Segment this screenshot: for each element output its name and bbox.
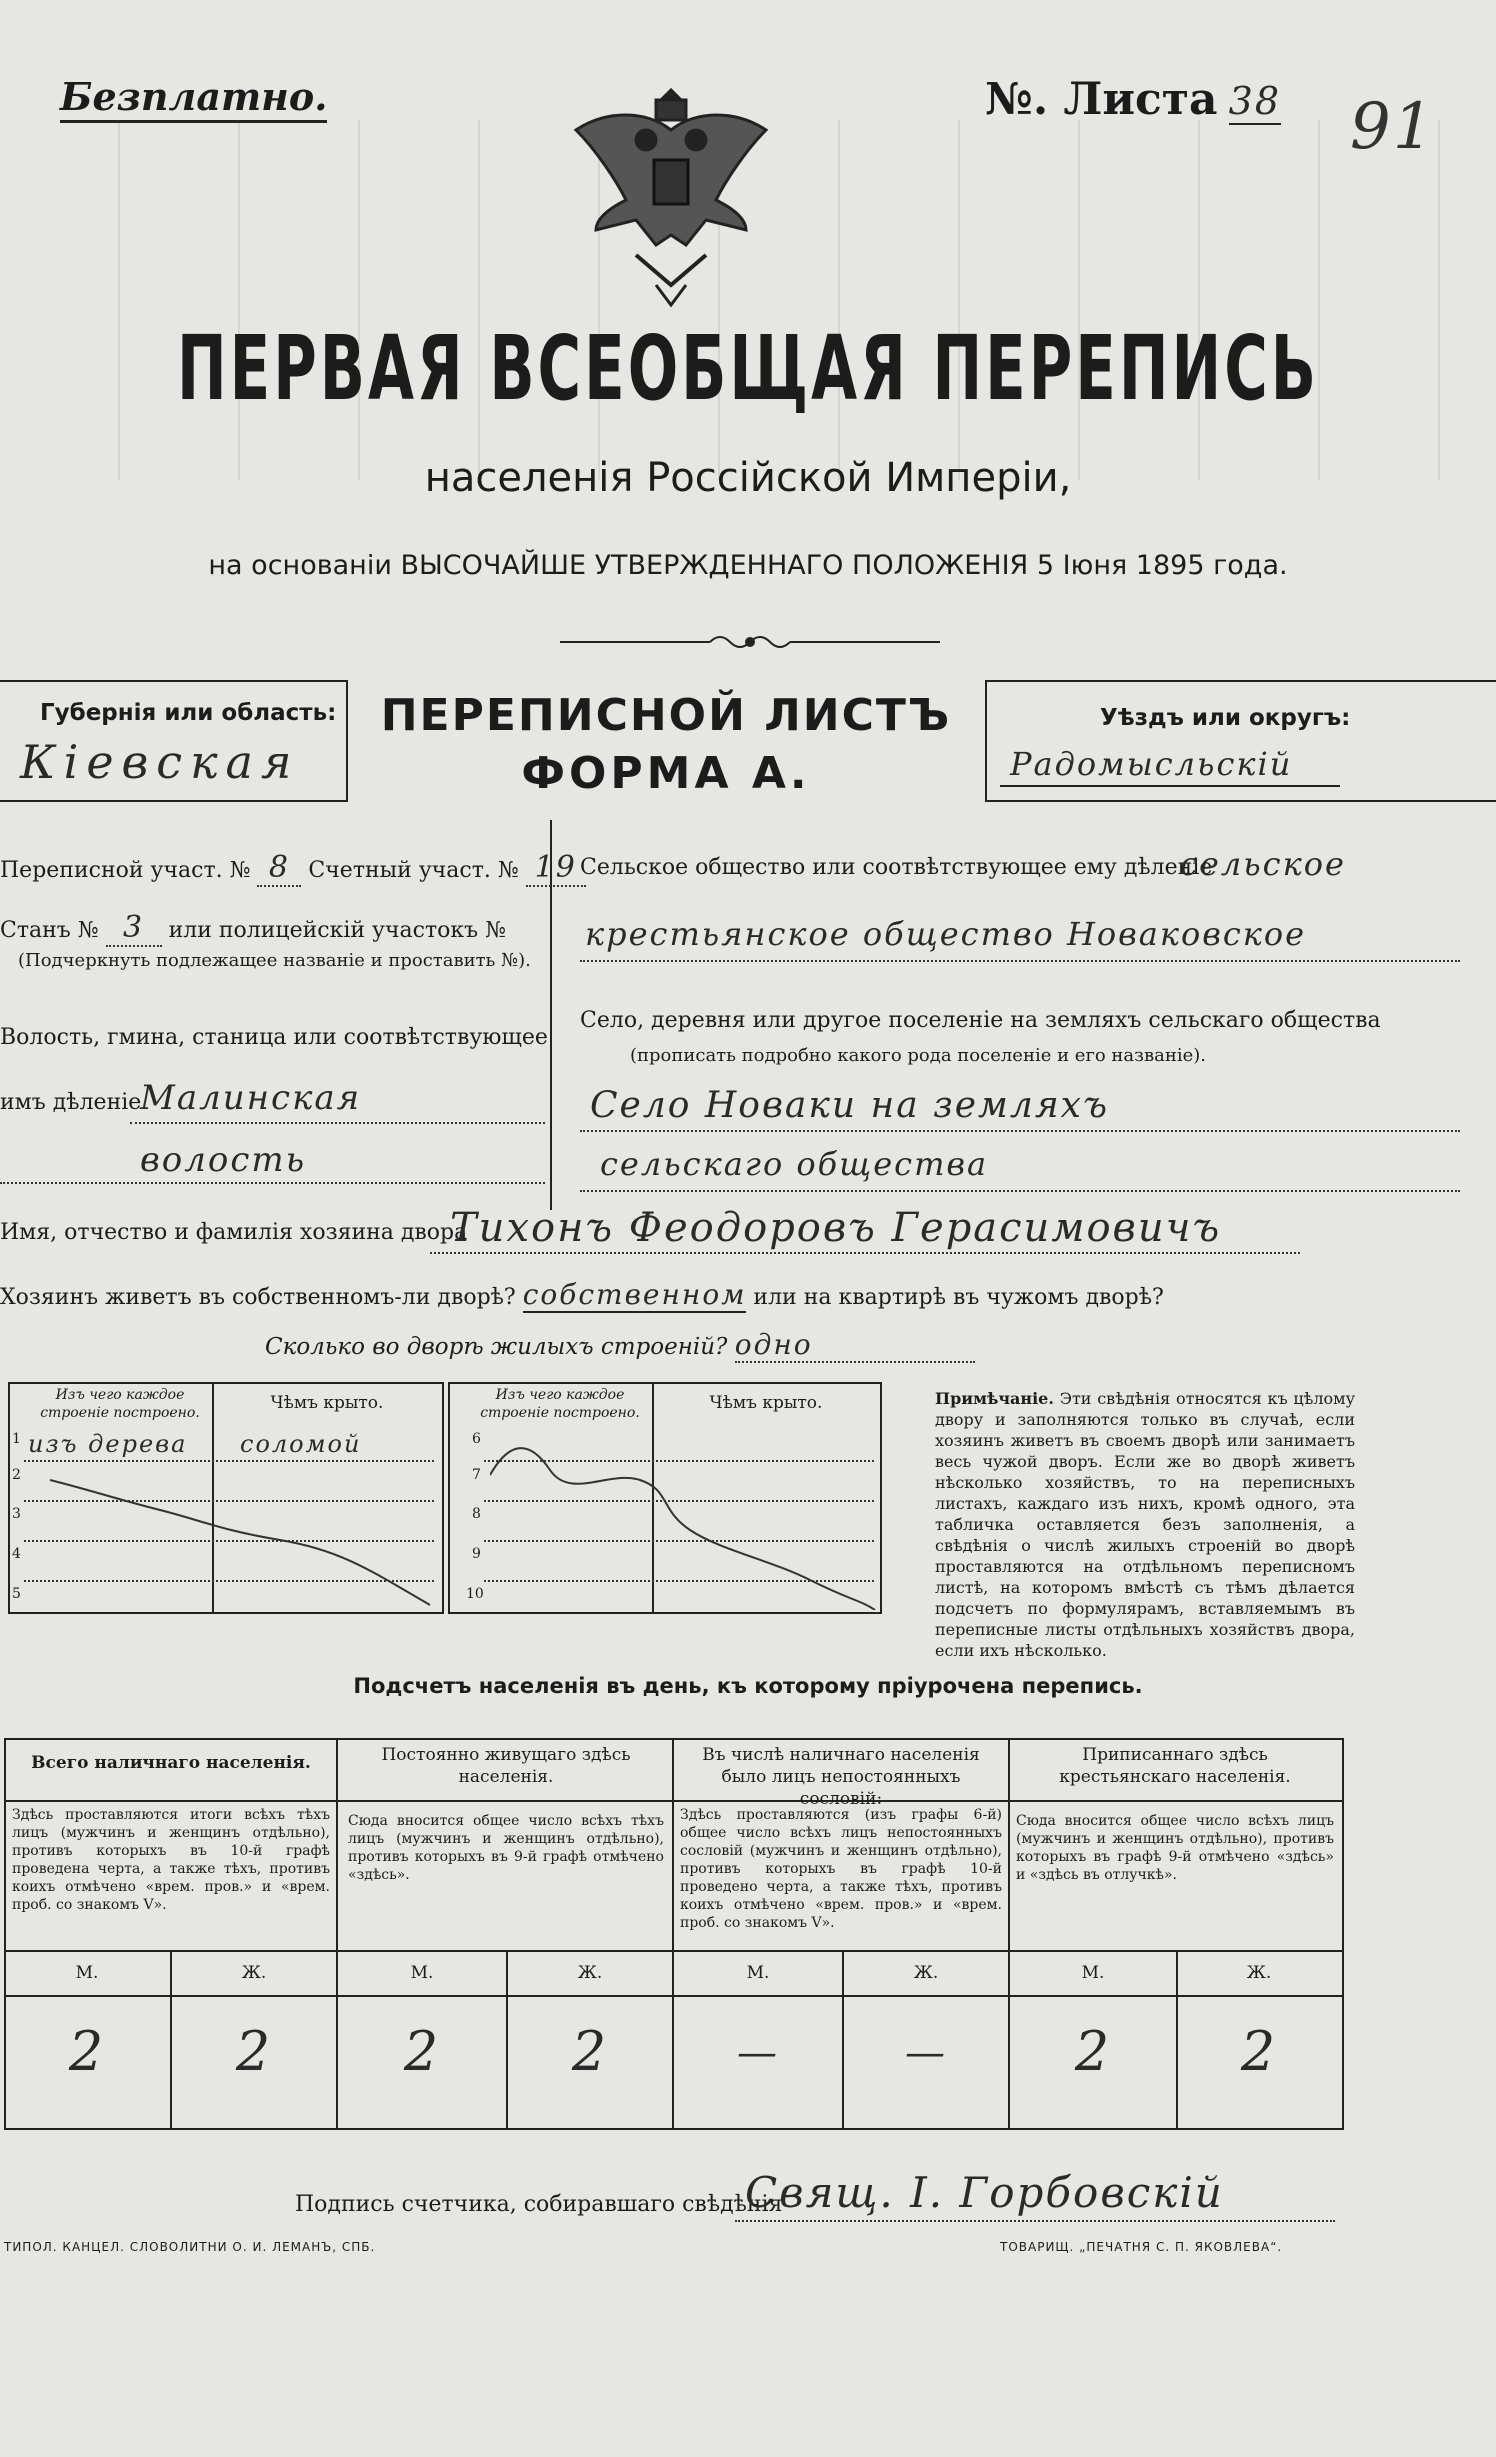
police-label: или полицейскій участокъ № (168, 918, 506, 943)
signature-label: Подпись счетчика, собиравшаго свѣдѣнія (295, 2192, 783, 2217)
volost-line-1 (130, 1122, 545, 1124)
buildings-row1-material: изъ дерева (28, 1430, 188, 1458)
population-col2-f-label: Ж. (577, 1963, 603, 1983)
population-col3-f-value: — (905, 2030, 947, 2076)
population-col4-title: Приписаннаго здѣсь крестьянскаго населенія. (1059, 1745, 1291, 1787)
population-col3-desc: Здѣсь проставляются (изъ графы 6-й) общее число всѣхъ лицъ непостоянныхъ сословій (мужчинъ и женщинъ отдѣльно), противъ которыхъ въ графѣ 10-й проведено черта, а также тѣхъ, противъ коихъ отмѣчено «врем. пров.» и «врем. проб. со знакомъ V». (680, 1807, 1002, 1931)
census-area-value: 8 (257, 850, 301, 887)
buildings-left-row-5: 5 (12, 1586, 21, 1602)
population-col4-desc: Сюда вносится общее число всѣхъ лицъ (мужчинъ и женщинъ отдѣльно), противъ которыхъ въ графѣ 9-й отмѣчено «здѣсь» и «здѣсь въ отлучкѣ». (1016, 1813, 1334, 1883)
population-col2-m-value: 2 (403, 2020, 441, 2083)
population-col4-f-label: Ж. (1246, 1963, 1272, 1983)
guberniya-value: Кіевская (20, 735, 300, 789)
note-lead: Примѣчаніе. (935, 1389, 1054, 1408)
residence-value: собственном (522, 1278, 747, 1311)
volost-label-1: Волость, гмина, станица или соотвѣтствующее (0, 1025, 548, 1050)
owner-name-label: Имя, отчество и фамилія хозяина двора (0, 1220, 468, 1245)
settlement-note: (прописать подробно какого рода поселеніе и его названіе). (630, 1045, 1206, 1066)
signature-line (735, 2220, 1335, 2222)
population-col2-m-label: М. (410, 1963, 434, 1983)
population-col3-title: Въ числѣ наличнаго населенія было лицъ непостоянныхъ сословій: (702, 1745, 980, 1809)
owner-name-line (430, 1252, 1300, 1254)
society-label: Сельское общество или соотвѣтствующее ему дѣленіе (580, 855, 1213, 880)
archive-number: 91 (1350, 90, 1436, 164)
uezd-value-line (1000, 785, 1340, 787)
buildings-left-row-2: 2 (12, 1467, 21, 1483)
settlement-line-1 (580, 1130, 1460, 1132)
settlement-label: Село, деревня или другое поселеніе на земляхъ сельскаго общества (580, 1008, 1381, 1033)
residence-label: Хозяинъ живетъ въ собственномъ-ли дворѣ? (0, 1285, 516, 1310)
buildings-left-col-material: Изъ чего каждое строеніе построено. (40, 1387, 200, 1421)
population-col1-m-label: М. (75, 1963, 99, 1983)
ornament-divider (560, 630, 940, 654)
census-area-row (0, 850, 577, 887)
double-headed-eagle-emblem (556, 70, 786, 310)
census-subtitle: населенія Россійской Имперіи, (424, 455, 1072, 501)
residence-row (0, 1278, 1164, 1311)
population-col2-desc: Сюда вносится общее число всѣхъ тѣхъ лицъ (мужчинъ и женщинъ отдѣльно), противъ которыхъ въ 9-й графѣ отмѣчено «здѣсь». (348, 1813, 664, 1883)
society-value-2: крестьянское общество Новаковское (585, 915, 1307, 953)
buildings-left-col-roof: Чѣмъ крыто. (270, 1393, 384, 1413)
settlement-line-2 (580, 1190, 1460, 1192)
buildings-right-strike-marks (490, 1420, 880, 1610)
footer-printer-right: ТОВАРИЩ. „ПЕЧАТНЯ С. П. ЯКОВЛЕВА“. (1000, 2240, 1283, 2254)
owner-name-value: Тихонъ Феодоровъ Герасимовичъ (450, 1205, 1222, 1251)
volost-value-1: Малинская (140, 1078, 362, 1118)
population-col1-f-value: 2 (235, 2020, 273, 2083)
population-col3-f-label: Ж. (913, 1963, 939, 1983)
census-main-title: ПЕРВАЯ ВСЕОБЩАЯ ПЕРЕПИСЬ (176, 316, 1320, 421)
buildings-right-col-material: Изъ чего каждое строеніе построено. (480, 1387, 640, 1421)
population-col1-f-label: Ж. (241, 1963, 267, 1983)
sheet-number-value: 38 (1228, 79, 1282, 123)
population-col1-desc: Здѣсь проставляются итоги всѣхъ тѣхъ лицъ (мужчинъ и женщинъ отдѣльно), противъ которыхъ въ 10-й графѣ проведена черта, а также тѣхъ, противъ коихъ отмѣчено «врем. пров.» и «врем. проб. со знакомъ V». (12, 1807, 330, 1913)
population-col4-f-value: 2 (1240, 2020, 1278, 2083)
population-col1-m-value: 2 (68, 2020, 106, 2083)
volost-line-2 (0, 1182, 545, 1184)
residence-label-2: или на квартирѣ въ чужомъ дворѣ? (753, 1285, 1164, 1310)
census-area-label: Переписной участ. № (0, 858, 251, 883)
population-col4-m-label: М. (1081, 1963, 1105, 1983)
buildings-right-row-8: 8 (472, 1506, 481, 1522)
buildings-left-row-3: 3 (12, 1506, 21, 1522)
buildings-right-row-10: 10 (466, 1586, 484, 1602)
volost-value-2: волость (140, 1140, 307, 1180)
count-area-value: 19 (526, 850, 586, 887)
buildings-left-line-1 (24, 1460, 434, 1462)
buildings-right-row-6: 6 (472, 1431, 481, 1447)
sheet-number-label: №. Листа (985, 74, 1218, 125)
society-line (580, 960, 1460, 962)
stan-note: (Подчеркнуть подлежащее названіе и проставить №). (18, 950, 531, 971)
settlement-value-2: сельскаго общества (600, 1145, 989, 1183)
buildings-row1-roof: соломой (240, 1430, 362, 1458)
buildings-left-row-4: 4 (12, 1546, 21, 1562)
volost-label-2: имъ дѣленіе (0, 1090, 142, 1115)
stan-value: 3 (106, 910, 162, 947)
note-block (935, 1388, 1355, 1661)
stan-row (0, 910, 550, 947)
population-col3-m-label: М. (746, 1963, 770, 1983)
population-sex-rule (4, 1995, 1342, 1997)
buildings-left-row-1: 1 (12, 1431, 21, 1447)
buildings-row (265, 1328, 975, 1363)
sheet-number (985, 74, 1345, 134)
census-basis: на основаніи ВЫСОЧАЙШЕ УТВЕРЖДЕННАГО ПОЛОЖЕНІЯ 5 Іюня 1895 года. (208, 550, 1288, 581)
uezd-box (985, 680, 1496, 802)
uezd-label: Уѣздъ или округъ: (1100, 705, 1351, 731)
population-col3-m-value: — (737, 2030, 779, 2076)
population-desc-rule (4, 1950, 1342, 1952)
buildings-label: Сколько во дворѣ жилыхъ строеній? (265, 1334, 728, 1360)
society-value-1: сельское (1180, 845, 1346, 883)
buildings-right-row-7: 7 (472, 1467, 481, 1483)
sheet-title: ПЕРЕПИСНОЙ ЛИСТЪ (380, 690, 952, 741)
footer-printer-left: ТИПОЛ. КАНЦЕЛ. СЛОВОЛИТНИ О. И. ЛЕМАНЪ, СПБ. (4, 2240, 376, 2254)
form-label: ФОРМА А. (521, 748, 811, 799)
signature-value: Свящ. І. Горбовскій (745, 2168, 1224, 2217)
uezd-value: Радомысльскій (1010, 745, 1293, 783)
population-col1-title: Всего наличнаго населенія. (31, 1753, 311, 1773)
population-col4-m-value: 2 (1074, 2020, 1112, 2083)
count-area-label: Счетный участ. № (308, 858, 519, 883)
stan-label: Станъ № (0, 918, 99, 943)
buildings-value: одно (735, 1328, 975, 1363)
population-col2-title: Постоянно живущаго здѣсь населенія. (381, 1745, 631, 1787)
population-title-rule (4, 1800, 1342, 1802)
buildings-right-row-9: 9 (472, 1546, 481, 1562)
buildings-right-col-roof: Чѣмъ крыто. (709, 1393, 823, 1413)
population-heading: Подсчетъ населенія въ день, къ которому пріурочена перепись. (353, 1674, 1143, 1698)
guberniya-label: Губернія или область: (40, 700, 337, 726)
note-text: Эти свѣдѣнія относятся къ цѣлому двору и заполняются только въ случаѣ, если хозяинъ живетъ въ своемъ дворѣ или занимаетъ весь чужой дворъ. Если же во дворѣ живетъ нѣсколько хозяйствъ, то на переписныхъ листахъ, каждаго изъ нихъ, кромѣ одного, эта табличка оставляется безъ заполненія, а свѣдѣнія о числѣ жилыхъ строеній во дворѣ проставляются на отдѣльномъ переписномъ листѣ, на которомъ вмѣстѣ съ тѣмъ дѣлается подсчетъ по формулярамъ, вставляемымъ въ переписные листы отдѣльныхъ хозяйствъ двора, если ихъ нѣсколько. (935, 1389, 1355, 1660)
free-label: Безплатно. (60, 74, 327, 123)
population-col2-f-value: 2 (571, 2020, 609, 2083)
settlement-value-1: Село Новаки на земляхъ (590, 1085, 1109, 1126)
buildings-left-strike-marks (20, 1470, 440, 1610)
